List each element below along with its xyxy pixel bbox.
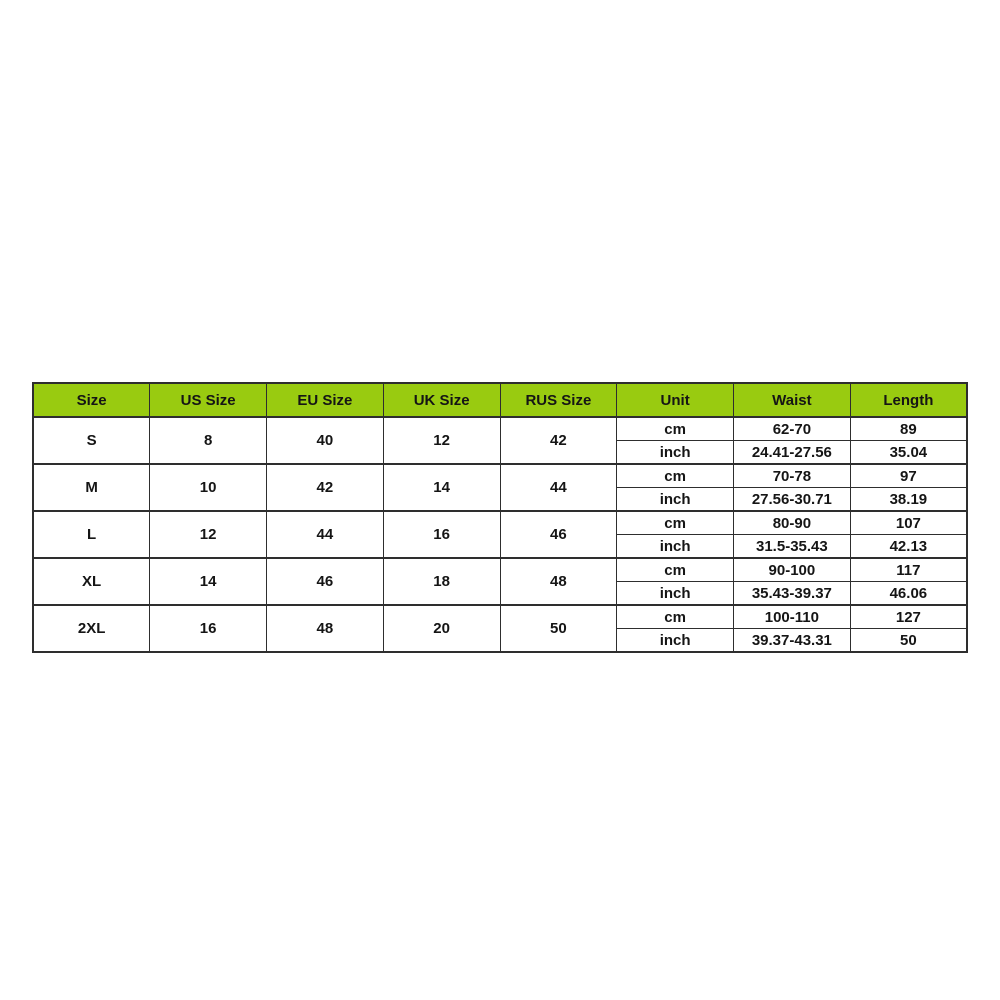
cell-eu-size: 44 — [267, 511, 384, 558]
cell-length-inch: 42.13 — [850, 535, 967, 559]
cell-unit-inch: inch — [617, 582, 734, 606]
cell-uk-size: 16 — [383, 511, 500, 558]
cell-length-inch: 38.19 — [850, 488, 967, 512]
size-row-cm — [33, 558, 967, 582]
cell-waist-inch: 24.41-27.56 — [734, 441, 851, 465]
cell-waist-inch: 31.5-35.43 — [734, 535, 851, 559]
header-unit: Unit — [617, 383, 734, 417]
cell-unit-inch: inch — [617, 441, 734, 465]
header-row — [33, 383, 967, 417]
cell-length-cm: 117 — [850, 558, 967, 582]
header-length: Length — [850, 383, 967, 417]
header-uk-size: UK Size — [383, 383, 500, 417]
header-eu-size: EU Size — [267, 383, 384, 417]
size-row-cm — [33, 417, 967, 441]
cell-waist-cm: 62-70 — [734, 417, 851, 441]
cell-us-size: 16 — [150, 605, 267, 652]
cell-unit-cm: cm — [617, 558, 734, 582]
size-row-cm — [33, 605, 967, 629]
cell-waist-inch: 27.56-30.71 — [734, 488, 851, 512]
header-rus-size: RUS Size — [500, 383, 617, 417]
cell-unit-cm: cm — [617, 605, 734, 629]
cell-waist-cm: 70-78 — [734, 464, 851, 488]
cell-waist-cm: 100-110 — [734, 605, 851, 629]
size-chart-header — [33, 383, 967, 417]
cell-us-size: 12 — [150, 511, 267, 558]
cell-us-size: 8 — [150, 417, 267, 464]
cell-eu-size: 46 — [267, 558, 384, 605]
cell-waist-cm: 90-100 — [734, 558, 851, 582]
cell-waist-inch: 35.43-39.37 — [734, 582, 851, 606]
cell-unit-inch: inch — [617, 629, 734, 653]
header-size: Size — [33, 383, 150, 417]
cell-length-inch: 50 — [850, 629, 967, 653]
cell-size: S — [33, 417, 150, 464]
cell-size: L — [33, 511, 150, 558]
cell-eu-size: 42 — [267, 464, 384, 511]
cell-length-inch: 46.06 — [850, 582, 967, 606]
cell-length-cm: 127 — [850, 605, 967, 629]
size-row-cm — [33, 511, 967, 535]
cell-waist-inch: 39.37-43.31 — [734, 629, 851, 653]
size-chart-table — [32, 382, 968, 653]
cell-length-cm: 97 — [850, 464, 967, 488]
header-us-size: US Size — [150, 383, 267, 417]
cell-size: 2XL — [33, 605, 150, 652]
cell-waist-cm: 80-90 — [734, 511, 851, 535]
cell-uk-size: 14 — [383, 464, 500, 511]
cell-uk-size: 12 — [383, 417, 500, 464]
cell-rus-size: 50 — [500, 605, 617, 652]
cell-length-cm: 107 — [850, 511, 967, 535]
cell-eu-size: 40 — [267, 417, 384, 464]
cell-rus-size: 46 — [500, 511, 617, 558]
cell-length-inch: 35.04 — [850, 441, 967, 465]
cell-rus-size: 48 — [500, 558, 617, 605]
cell-rus-size: 44 — [500, 464, 617, 511]
cell-unit-inch: inch — [617, 535, 734, 559]
cell-size: XL — [33, 558, 150, 605]
cell-unit-cm: cm — [617, 464, 734, 488]
cell-unit-inch: inch — [617, 488, 734, 512]
cell-uk-size: 18 — [383, 558, 500, 605]
cell-rus-size: 42 — [500, 417, 617, 464]
header-waist: Waist — [734, 383, 851, 417]
size-chart-body — [33, 417, 967, 652]
cell-uk-size: 20 — [383, 605, 500, 652]
cell-unit-cm: cm — [617, 511, 734, 535]
cell-unit-cm: cm — [617, 417, 734, 441]
cell-us-size: 14 — [150, 558, 267, 605]
size-row-cm — [33, 464, 967, 488]
cell-us-size: 10 — [150, 464, 267, 511]
cell-length-cm: 89 — [850, 417, 967, 441]
cell-size: M — [33, 464, 150, 511]
cell-eu-size: 48 — [267, 605, 384, 652]
size-chart — [32, 382, 968, 653]
